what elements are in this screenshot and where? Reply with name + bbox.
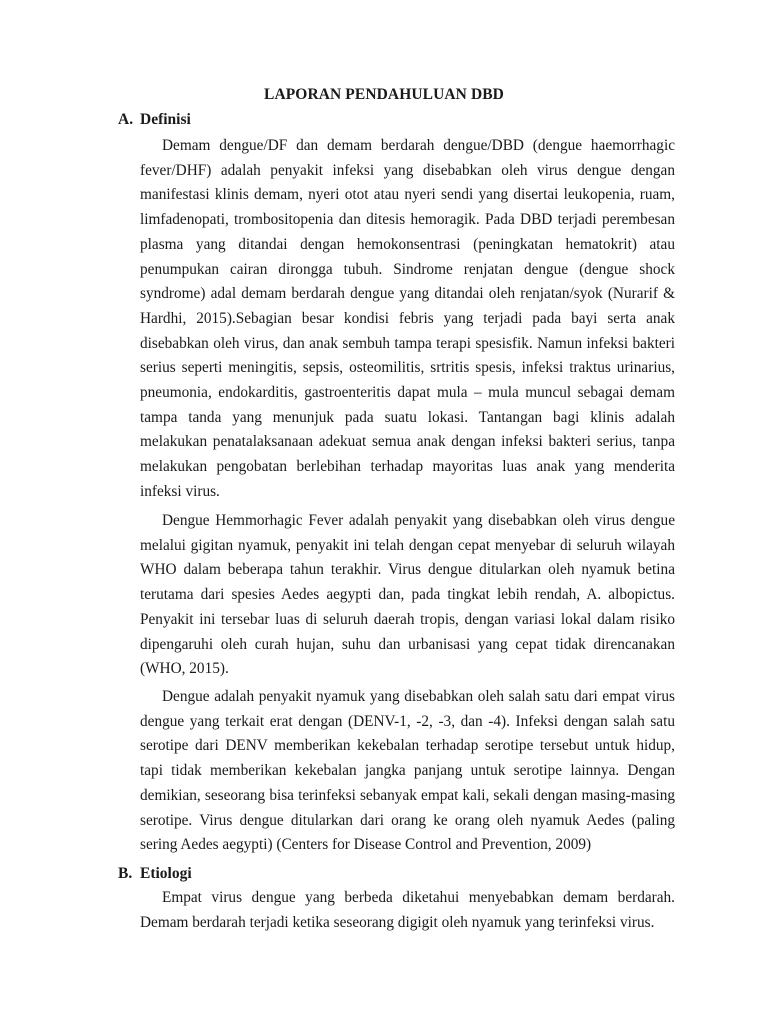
section-heading-text: Etiologi: [140, 865, 192, 882]
section-heading-definisi: [118, 110, 191, 130]
section-heading-text: Definisi: [140, 111, 191, 128]
paragraph-definisi-2: Dengue Hemmorhagic Fever adalah penyakit yang disebabkan oleh virus dengue melalui gigitan nyamuk, penyakit ini telah dengan cepat menyebar di seluruh wilayah WHO dalam beberapa tahun terakhir. Virus dengue ditularkan oleh nyamuk betina terutama dari spesies Aedes aegypti dan, pada tingkat lebih rendah, A. albopictus. Penyakit ini tersebar luas di seluruh daerah tropis, dengan variasi lokal dalam risiko dipengaruhi oleh curah hujan, suhu dan urbanisasi yang cepat tidak direncanakan (WHO, 2015).: [140, 512, 675, 678]
paragraph-etiologi-1: Empat virus dengue yang berbeda diketahui menyebabkan demam berdarah. Demam berdarah terjadi ketika seseorang digigit oleh nyamuk yang terinfeksi virus.: [140, 889, 675, 931]
paragraph-definisi-1: Demam dengue/DF dan demam berdarah dengue/DBD (dengue haemorrhagic fever/DHF) adalah penyakit infeksi yang disebabkan oleh virus dengue dengan manifestasi klinis demam, nyeri otot atau nyeri sendi yang disertai leukopenia, ruam, limfadenopati, trombositopenia dan ditesis hemoragik. Pada DBD terjadi perembesan plasma yang ditandai dengan hemokonsentrasi (peningkatan hematokrit) atau penumpukan cairan dirongga tubuh. Sindrome renjatan dengue (dengue shock syndrome) adal demam berdarah dengue yang ditandai oleh renjatan/syok (Nurarif & Hardhi, 2015).Sebagian besar kondisi febris yang terjadi pada bayi serta anak disebabkan oleh virus, dan anak sembuh tampa terapi spesisfik. Namun infeksi bakteri serius seperti meningitis, sepsis, osteomilitis, srtritis spesis, infeksi traktus urinarius, pneumonia, endokarditis, gastroenteritis dapat mula – mula muncul sebagai demam tampa tanda yang menunjuk pada suatu lokasi. Tantangan bagi klinis adalah melakukan penatalaksanaan adekuat semua anak dengan infeksi bakteri serius, tanpa melakukan pengobatan berlebihan terhadap mayoritas luas anak yang menderita infeksi virus.: [140, 137, 675, 500]
document-title: LAPORAN PENDAHULUAN DBD: [264, 86, 504, 103]
section-number: A.: [118, 111, 134, 128]
paragraph-definisi-3: Dengue adalah penyakit nyamuk yang disebabkan oleh salah satu dari empat virus dengue yang terkait erat dengan (DENV-1, -2, -3, dan -4). Infeksi dengan salah satu serotipe dari DENV memberikan kekebalan terhadap serotipe tersebut untuk hidup, tapi tidak memberikan kekebalan jangka panjang untuk serotipe lainnya. Dengan demikian, seseorang bisa terinfeksi sebanyak empat kali, sekali dengan masing-masing serotipe. Virus dengue ditularkan dari orang ke orang oleh nyamuk Aedes (paling sering Aedes aegypti) (Centers for Disease Control and Prevention, 2009): [140, 688, 675, 854]
section-number: B.: [118, 865, 133, 882]
section-heading-etiologi: [118, 864, 192, 884]
